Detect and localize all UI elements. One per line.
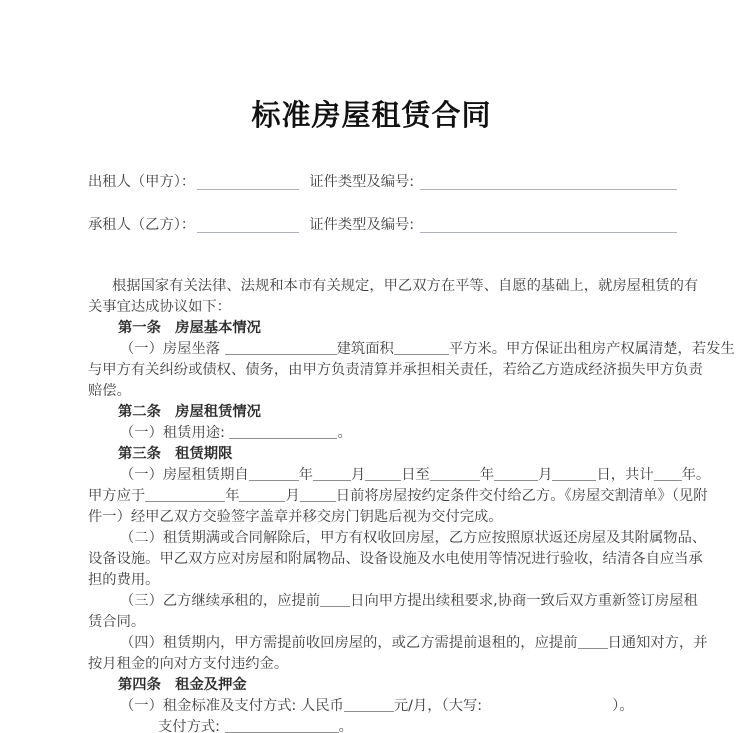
- text-run: 根据国家有关法律、法规和本市有关规定，甲乙双方在平等、自愿的基础上，就房屋租赁的有: [112, 278, 699, 294]
- text-run: 关事宜达成协议如下：: [88, 299, 231, 315]
- body-line: [88, 591, 743, 612]
- body-line: [88, 633, 743, 654]
- party-name-blank: [197, 175, 299, 190]
- text-run: 第四条 租金及押金: [118, 677, 247, 693]
- text-run: 日通知对方，并: [607, 635, 708, 651]
- id-number-blank: [420, 218, 677, 233]
- fill-in-blank: [494, 468, 538, 481]
- fill-in-blank: [552, 468, 596, 481]
- text-run: （二）租赁期满或合同解除后，甲方有权收回房屋，乙方应按照原状返还房屋及其附属物品、: [120, 530, 707, 546]
- text-run: 年。: [681, 467, 711, 483]
- text-run: （一）房屋租赁期自: [120, 467, 249, 483]
- fill-in-blank: [249, 468, 299, 481]
- parties-section: [0, 172, 743, 235]
- text-run: 与甲方有关纠纷或债权、债务，由甲方负责清算并承担相关责任，若给乙方造成经济损失甲方负责: [88, 362, 703, 378]
- fill-in-blank: [225, 720, 339, 733]
- id-type-label: 证件类型及编号:: [309, 174, 415, 190]
- text-run: （四）租赁期内，甲方需提前收回房屋的，或乙方需提前退租的，应提前: [120, 635, 578, 651]
- body-line: [88, 528, 743, 549]
- text-run: 月: [538, 467, 553, 483]
- text-run: 甲方应于: [88, 488, 146, 504]
- clause-heading: [88, 675, 743, 696]
- body-line: [88, 465, 743, 486]
- body-line: [88, 486, 743, 507]
- text-run: 第二条 房屋租赁情况: [118, 404, 261, 420]
- body-line: [88, 696, 743, 717]
- text-run: 日至: [401, 467, 430, 483]
- text-run: 赁合同。: [88, 614, 146, 630]
- clause-heading: [88, 318, 743, 339]
- text-run: 日向甲方提出续租要求,协商一致后双方重新签订房屋租: [350, 593, 698, 609]
- fill-in-blank: [578, 636, 608, 649]
- text-run: 月: [350, 467, 366, 483]
- text-run: 月: [285, 488, 300, 504]
- fill-in-blank: [300, 489, 336, 502]
- party-row-lessee: [88, 215, 677, 235]
- fill-in-blank: [394, 342, 449, 355]
- clause-heading: [88, 444, 743, 465]
- body-line: [88, 570, 743, 591]
- clause-heading: [88, 402, 743, 423]
- id-number-blank: [420, 175, 677, 190]
- text-run: （一）房屋坐落: [120, 341, 225, 357]
- text-run: （一）租金标准及支付方式: 人民币: [120, 698, 344, 714]
- body-line: [88, 339, 743, 360]
- text-run: 平方米。甲方保证出租房产权属清楚，若发生: [448, 341, 735, 357]
- text-run: 建筑面积: [336, 341, 394, 357]
- party-name-label: 承租人（乙方）：: [88, 217, 196, 233]
- text-run: 件一）经甲乙双方交验签字盖章并移交房门钥匙后视为交付完成。: [88, 509, 503, 525]
- text-run: 日，共计: [596, 467, 654, 483]
- text-run: 年: [225, 488, 240, 504]
- text-run: 第三条 租赁期限: [118, 446, 233, 462]
- contract-body: [0, 276, 743, 733]
- blank-space: [482, 709, 612, 710]
- fill-in-blank: [320, 594, 350, 607]
- text-run: 赔偿。: [88, 383, 131, 399]
- body-line: [88, 654, 743, 675]
- body-line: [88, 297, 743, 318]
- text-run: 。: [338, 719, 353, 733]
- text-run: 。: [337, 425, 352, 441]
- text-run: 第一条 房屋基本情况: [118, 320, 261, 336]
- text-run: 日前将房屋按约定条件交付给乙方。《房屋交割清单》（见附: [335, 488, 708, 504]
- text-run: 担的费用。: [88, 572, 160, 588]
- body-line: [88, 381, 743, 402]
- id-type-label: 证件类型及编号:: [309, 217, 415, 233]
- fill-in-blank: [145, 489, 225, 502]
- party-row-lessor: [88, 172, 677, 192]
- body-line: [88, 423, 743, 444]
- text-run: 元/月，（大写:: [393, 698, 483, 714]
- page-title: 标准房屋租赁合同: [251, 98, 492, 132]
- text-run: ）。: [612, 698, 634, 714]
- fill-in-blank: [430, 468, 480, 481]
- fill-in-blank: [365, 468, 401, 481]
- fill-in-blank: [229, 426, 337, 439]
- text-run: 年: [479, 467, 495, 483]
- fill-in-blank: [654, 468, 682, 481]
- fill-in-blank: [239, 489, 285, 502]
- fill-in-blank: [313, 468, 351, 481]
- text-run: 设备设施。甲乙双方应对房屋和附属物品、设备设施及水电使用等情况进行验收，结清各自应当承: [88, 551, 703, 567]
- party-name-blank: [197, 218, 299, 233]
- fill-in-blank: [344, 699, 394, 712]
- body-line: [88, 549, 743, 570]
- text-run: 按月租金的向对方支付违约金。: [88, 656, 289, 672]
- text-run: （三）乙方继续承租的，应提前: [120, 593, 321, 609]
- body-line: [88, 360, 743, 381]
- body-line: [88, 717, 743, 733]
- text-run: 支付方式:: [158, 719, 225, 733]
- text-run: （一）租赁用途:: [120, 425, 230, 441]
- body-line: [88, 612, 743, 633]
- body-line: [88, 507, 743, 528]
- text-run: 年: [298, 467, 313, 483]
- body-line: [88, 276, 743, 297]
- party-name-label: 出租人（甲方）：: [88, 174, 196, 190]
- fill-in-blank: [225, 342, 337, 355]
